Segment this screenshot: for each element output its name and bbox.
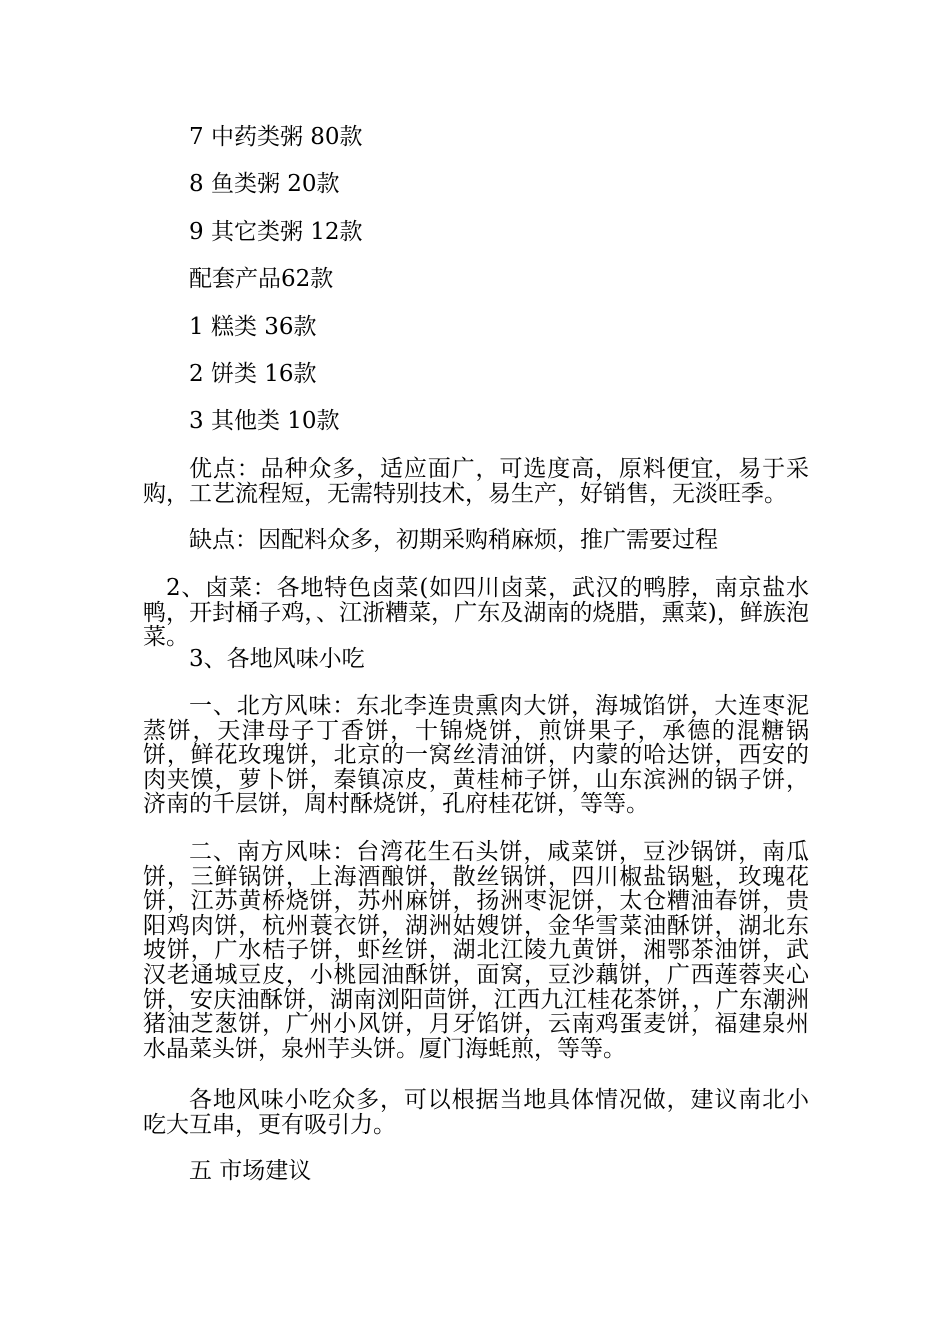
section-heading-local-snacks: 3、各地风味小吃 [189,646,365,672]
list-item-other-porridge: 9 其它类粥 12款 [189,219,363,245]
paragraph-advantages: 优点：品种众多，适应面广，可选度高，原料便宜，易于采购，工艺流程短，无需特别技术，易生产，好销售，无淡旺季。 [143,456,809,507]
list-item-others: 3 其他类 10款 [189,408,340,434]
paragraph-southern-flavors: 二、南方风味：台湾花生石头饼，咸菜饼，豆沙锅饼，南瓜饼，三鲜锅饼，上海酒酿饼，散丝锅饼，四川椒盐锅魁，玫瑰花饼，江苏黄桥烧饼，苏州麻饼，扬洲枣泥饼，太仓糟油春饼，贵阳鸡肉饼，杭州蓑衣饼，湖洲姑嫂饼，金华雪菜油酥饼，湖北东坡饼，广水桔子饼，虾丝饼，湖北江陵九黄饼，湘鄂茶油饼，武汉老通城豆皮，小桃园油酥饼，面窝，豆沙藕饼，广西莲蓉夹心饼，安庆油酥饼，湖南浏阳茴饼，江西九江桂花茶饼，，广东潮洲猪油芝葱饼，广州小风饼，月牙馅饼，云南鸡蛋麦饼，福建泉州水晶菜头饼，泉州芋头饼。厦门海蚝煎，等等。 [143,839,809,1062]
list-item-pancakes: 2 饼类 16款 [189,361,317,387]
paragraph-braised-dishes: 2、卤菜：各地特色卤菜(如四川卤菜，武汉的鸭脖，南京盐水鸭，开封桶子鸡，、江浙糟菜，广东及湖南的烧腊，熏菜)，鲜族泡菜。 [143,575,809,651]
section-heading-supporting-products: 配套产品62款 [189,266,334,292]
list-item-chinese-medicine-porridge: 7 中药类粥 80款 [189,124,363,150]
section-heading-market-suggestions: 五 市场建议 [189,1158,312,1184]
list-item-cakes: 1 糕类 36款 [189,314,317,340]
list-item-fish-porridge: 8 鱼类粥 20款 [189,171,340,197]
paragraph-summary: 各地风味小吃众多，可以根据当地具体情况做，建议南北小吃大互串，更有吸引力。 [143,1087,809,1138]
paragraph-northern-flavors: 一、北方风味：东北李连贵熏肉大饼，海城馅饼，大连枣泥蒸饼，天津母子丁香饼，十锦烧饼，煎饼果子，承德的混糖锅饼，鲜花玫瑰饼，北京的一窝丝清油饼，内蒙的哈达饼，西安的肉夹馍，萝卜饼，秦镇凉皮，黄桂柿子饼，山东滨洲的锅子饼，济南的千层饼，周村酥烧饼，孔府桂花饼，等等。 [143,693,809,818]
paragraph-disadvantages: 缺点：因配料众多，初期采购稍麻烦，推广需要过程 [189,527,718,553]
